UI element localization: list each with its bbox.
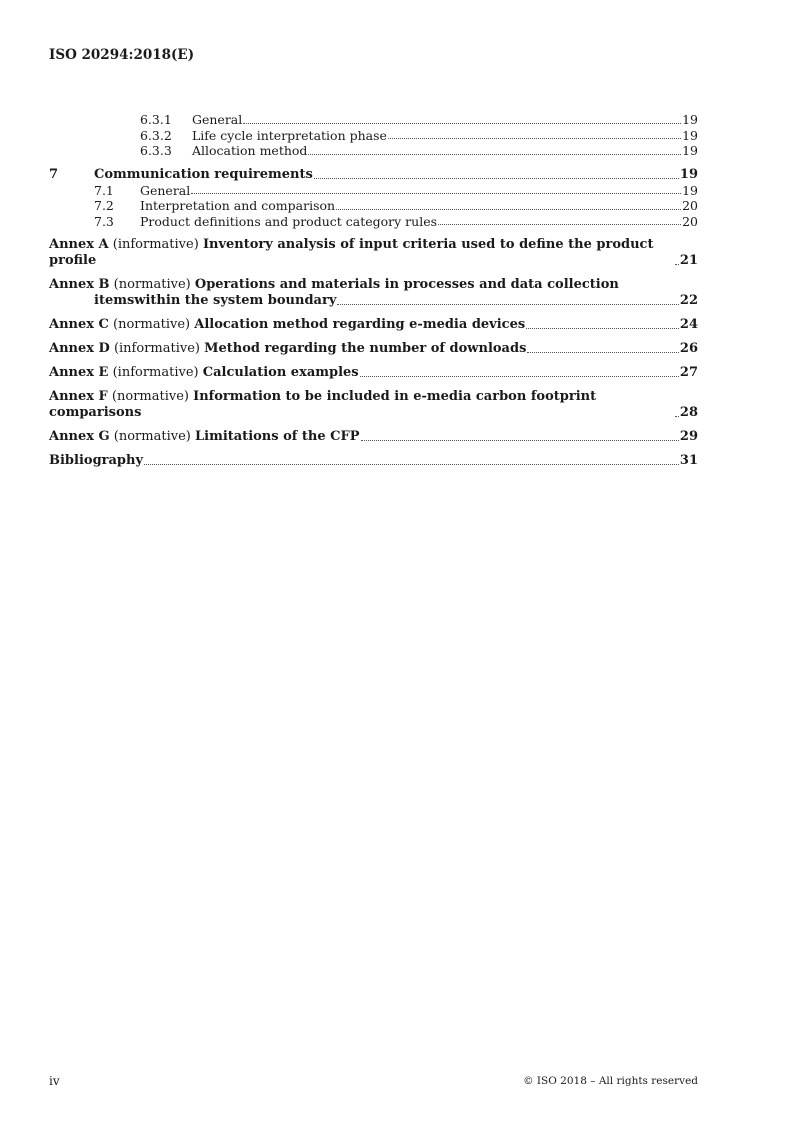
dot-leader (336, 209, 681, 210)
annex-type: (normative) (111, 389, 189, 404)
annex-label: Annex G (49, 429, 110, 444)
annex-heading (49, 389, 674, 421)
toc-page: 20 (682, 213, 698, 229)
dot-leader (243, 123, 681, 124)
toc-number: 6.3.1 (140, 112, 172, 127)
toc-page: 27 (679, 365, 698, 380)
annex-heading (49, 341, 526, 357)
toc-page: 19 (682, 127, 698, 143)
annex-title-continuation (49, 293, 698, 309)
toc-entry-6-3-2[interactable] (49, 128, 698, 144)
toc-number: 7 (49, 166, 59, 182)
annex-heading (49, 429, 360, 445)
dot-leader (144, 464, 679, 465)
copyright-notice: © ISO 2018 – All rights reserved (523, 1075, 698, 1087)
annex-type: (normative) (113, 277, 191, 292)
dot-leader (337, 304, 679, 305)
dot-leader (675, 416, 679, 417)
toc-entry-6-3-3[interactable] (49, 143, 698, 159)
annex-title: Operations and materials in processes and data collection (194, 277, 619, 292)
annex-heading (49, 277, 698, 293)
toc-title: Communication requirements (94, 166, 313, 182)
annex-type: (informative) (112, 237, 199, 252)
toc-entry-annex-f[interactable] (49, 389, 698, 421)
annex-label: Annex F (49, 389, 108, 404)
toc-number: 6.3.3 (140, 143, 172, 158)
annex-title-line2: itemswithin the system boundary (94, 293, 337, 308)
annex-heading (49, 365, 359, 381)
toc-entry-7[interactable] (49, 167, 698, 183)
toc-page: 19 (682, 143, 698, 158)
toc-entry-7-2[interactable] (49, 198, 698, 214)
toc-number: 6.3.2 (140, 127, 172, 143)
toc-page: 26 (679, 341, 698, 356)
annex-title: Method regarding the number of downloads (204, 341, 527, 356)
toc-title: General (140, 182, 191, 198)
annex-label: Annex E (49, 365, 109, 380)
toc-entry-annex-c[interactable] (49, 317, 698, 333)
dot-leader (314, 178, 679, 179)
dot-leader (308, 154, 681, 155)
dot-leader (388, 138, 681, 139)
dot-leader (438, 224, 681, 225)
annex-type: (informative) (112, 365, 199, 380)
table-of-contents (49, 112, 698, 469)
toc-title: Product definitions and product category rules (140, 213, 438, 229)
annex-type: (normative) (113, 429, 191, 444)
toc-title: Allocation method (192, 143, 308, 158)
toc-number: 7.2 (94, 198, 114, 213)
annex-label: Annex B (49, 277, 110, 292)
toc-page: 19 (682, 182, 698, 198)
toc-entry-7-1[interactable] (49, 183, 698, 199)
annex-title: Information to be included in e-media carbon footprint comparisons (49, 389, 597, 420)
annex-type: (informative) (113, 341, 200, 356)
toc-entry-6-3-1[interactable] (49, 112, 698, 128)
toc-number: 7.3 (94, 213, 114, 229)
toc-page: 24 (679, 317, 698, 332)
toc-entry-annex-d[interactable] (49, 341, 698, 357)
dot-leader (527, 352, 679, 353)
toc-entry-7-3[interactable] (49, 214, 698, 230)
toc-page: 29 (679, 429, 698, 444)
toc-page: 28 (679, 405, 698, 420)
annex-label: Annex D (49, 341, 110, 356)
annex-title: Inventory analysis of input criteria used to define the product profile (49, 237, 654, 268)
toc-page: 20 (682, 198, 698, 213)
annex-title: Allocation method regarding e-media devices (194, 317, 526, 332)
toc-entry-annex-g[interactable] (49, 429, 698, 445)
document-id: ISO 20294:2018(E) (49, 47, 195, 63)
dot-leader (191, 193, 681, 194)
annex-type: (normative) (113, 317, 191, 332)
toc-entry-annex-e[interactable] (49, 365, 698, 381)
annex-label: Annex C (49, 317, 109, 332)
toc-title: Bibliography (49, 453, 144, 468)
toc-page: 19 (682, 112, 698, 127)
annex-title: Limitations of the CFP (194, 429, 360, 444)
dot-leader (361, 440, 679, 441)
toc-page: 21 (679, 253, 698, 268)
toc-page: 31 (679, 453, 698, 468)
toc-entry-annex-a[interactable] (49, 237, 698, 269)
page-number: iv (49, 1074, 60, 1088)
annex-heading (49, 317, 525, 333)
dot-leader (675, 264, 679, 265)
annex-title: Calculation examples (202, 365, 359, 380)
dot-leader (360, 376, 679, 377)
annex-heading (49, 237, 674, 269)
dot-leader (526, 328, 679, 329)
toc-entry-bibliography[interactable] (49, 453, 698, 469)
toc-title: Life cycle interpretation phase (192, 127, 387, 143)
annex-label: Annex A (49, 237, 109, 252)
toc-title: General (192, 112, 243, 127)
toc-title: Interpretation and comparison (140, 198, 336, 213)
toc-number: 7.1 (94, 182, 114, 198)
toc-page: 22 (679, 293, 698, 308)
toc-entry-annex-b[interactable] (49, 277, 698, 309)
toc-page: 19 (679, 166, 698, 182)
